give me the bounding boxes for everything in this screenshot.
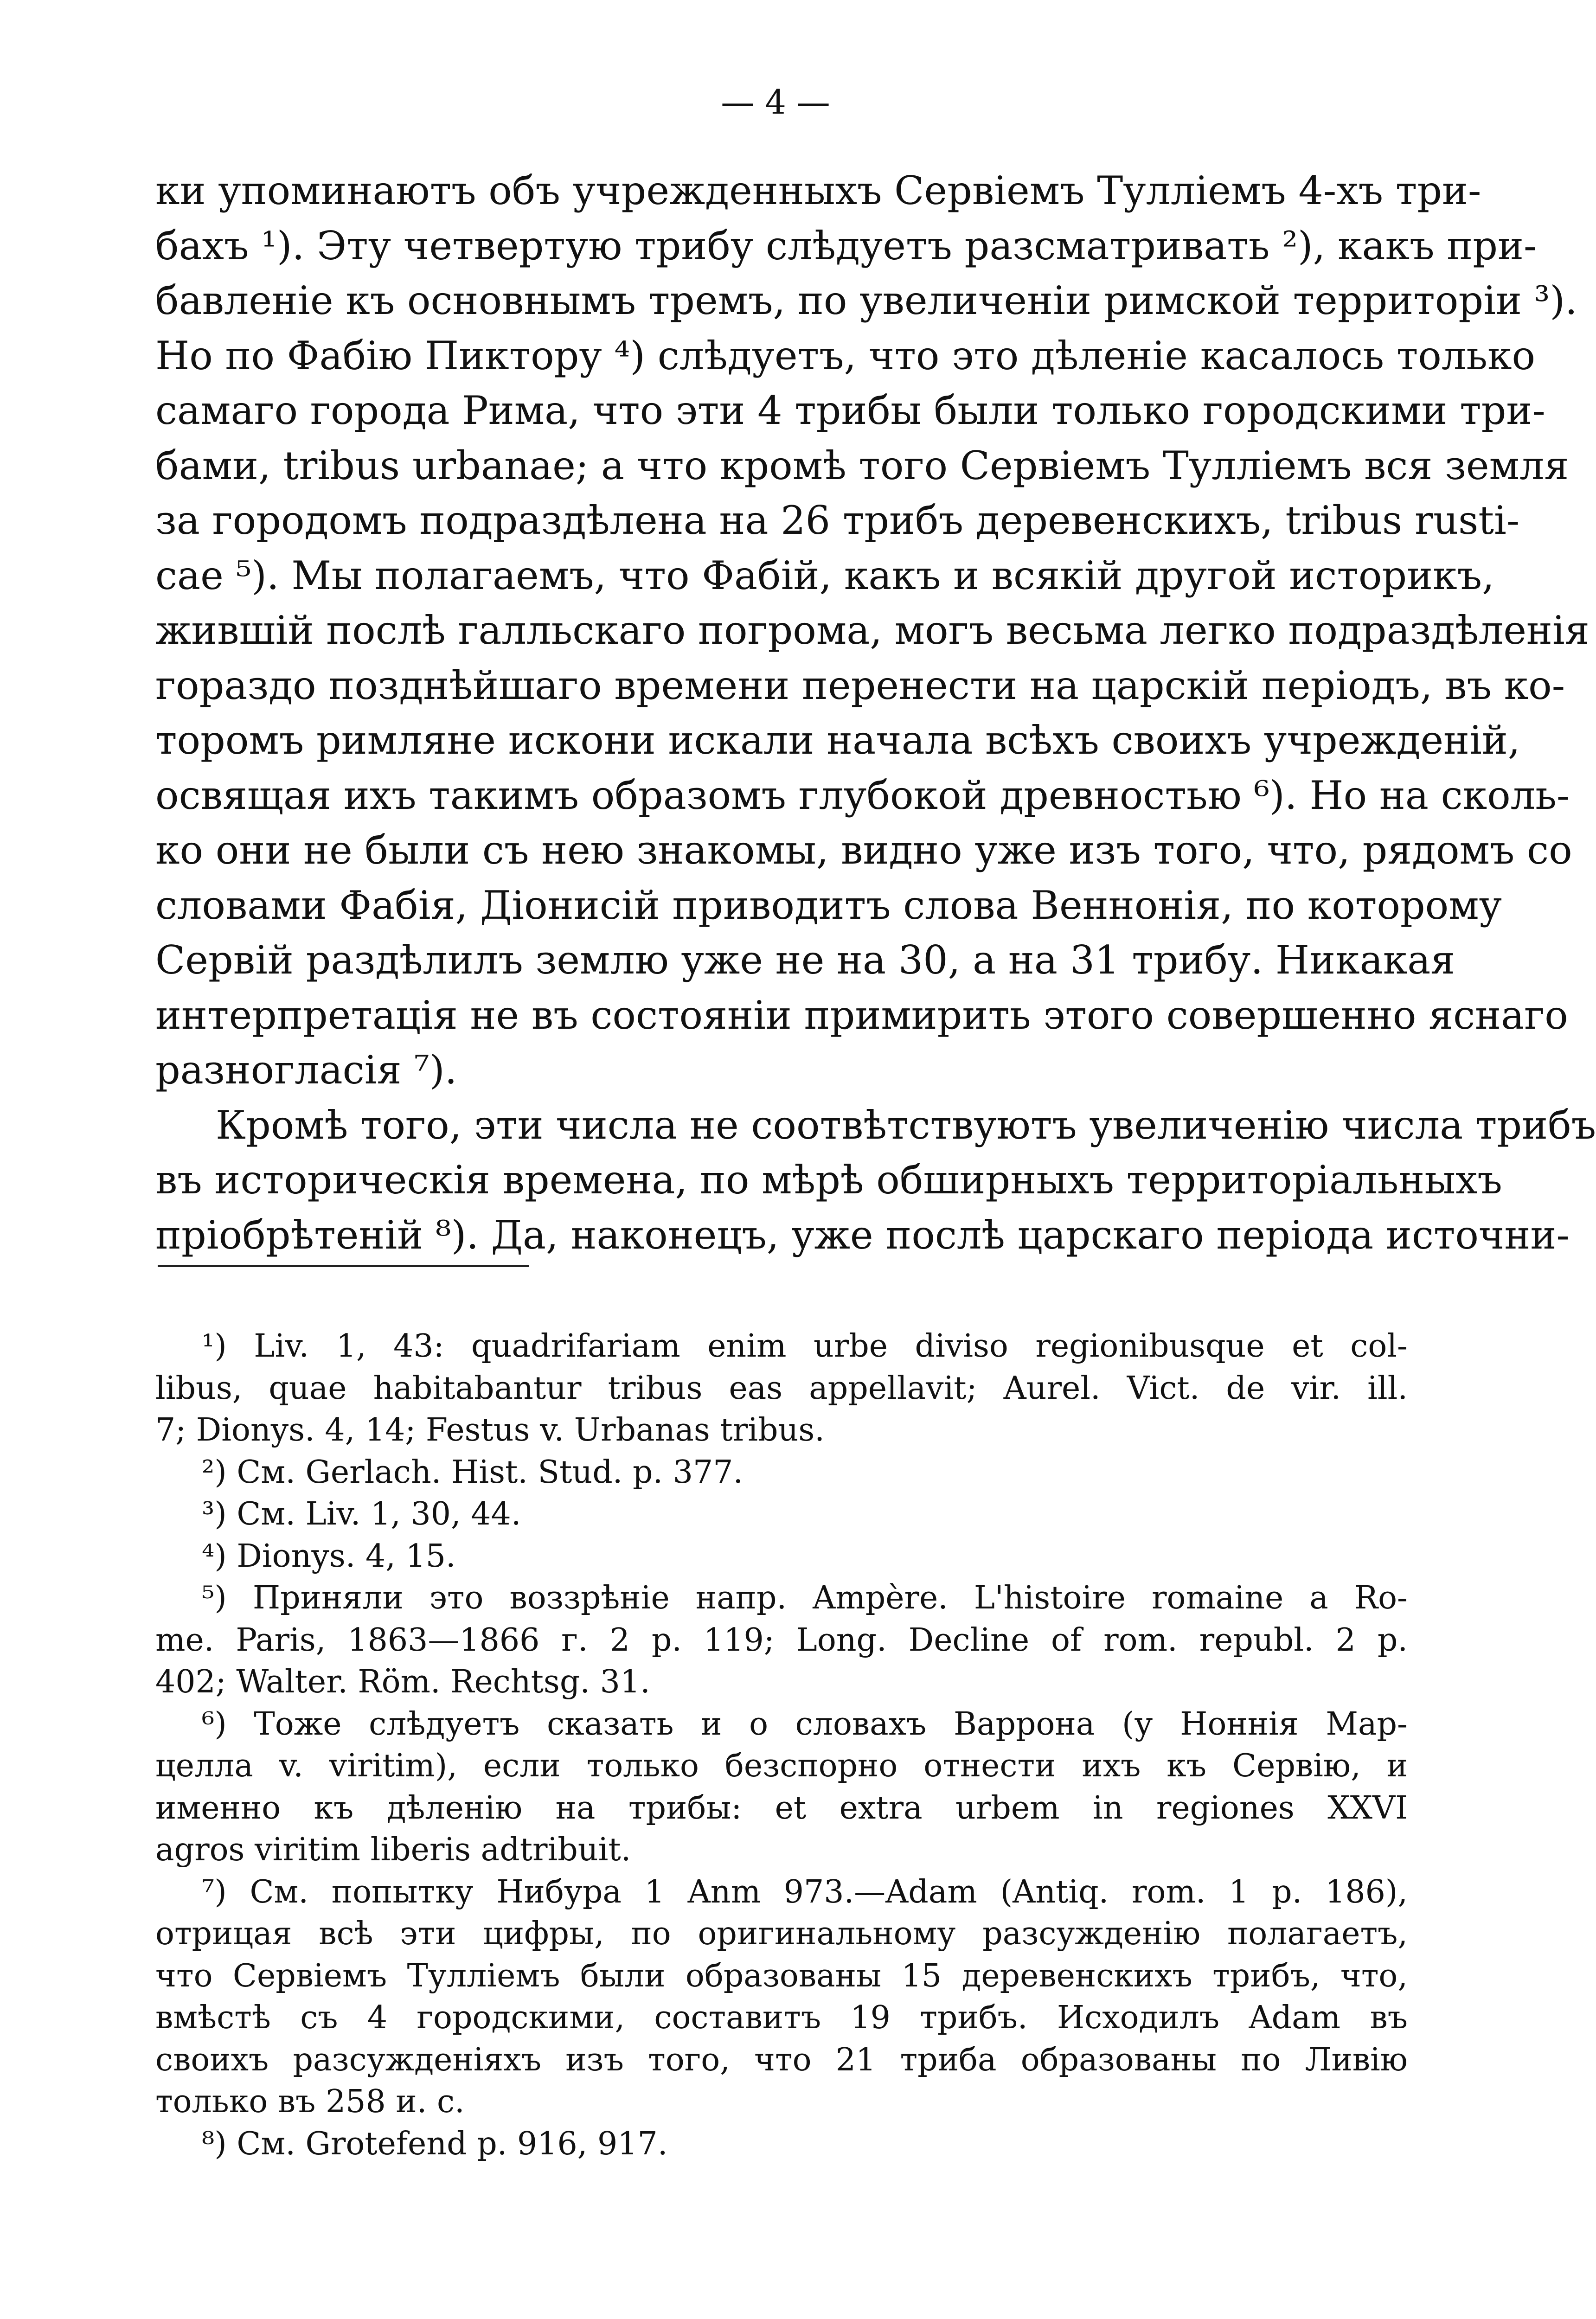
footnote-line: своихъ разсужденіяхъ изъ того, что 21 триба образованы по Ливію bbox=[155, 2041, 1408, 2078]
footnote-line: agros viritim liberis adtribuit. bbox=[155, 1832, 631, 1868]
text-line: cae ⁵). Мы полагаемъ, что Фабій, какъ и всякій другой историкъ, bbox=[155, 552, 1494, 598]
footnote-divider bbox=[158, 1265, 529, 1267]
main-text bbox=[155, 163, 1596, 1262]
footnote-line: libus, quae habitabantur tribus eas appellavit; Aurel. Vict. de vir. ill. bbox=[155, 1370, 1408, 1407]
text-line: освящая ихъ такимъ образомъ глубокой древностью ⁶). Но на сколь- bbox=[155, 772, 1570, 818]
text-line: Сервій раздѣлилъ землю уже не на 30, а на 31 трибу. Никакая bbox=[155, 937, 1455, 983]
footnotes bbox=[155, 1326, 1408, 2165]
text-line: жившій послѣ галльскаго погрома, могъ весьма легко подраздѣленія bbox=[155, 608, 1590, 653]
text-line: самаго города Рима, что эти 4 трибы были только городскими три- bbox=[155, 388, 1545, 433]
footnote-line: ³) См. Liv. 1, 30, 44. bbox=[202, 1496, 521, 1532]
text-line: словами Фабія, Діонисій приводитъ слова Веннонія, по которому bbox=[155, 882, 1502, 928]
footnote-line: только въ 258 и. с. bbox=[155, 2083, 465, 2120]
footnote-line: 402; Walter. Röm. Rechtsg. 31. bbox=[155, 1664, 650, 1700]
text-line: Кромѣ того, эти числа не соотвѣтствуютъ увеличенію числа трибъ bbox=[216, 1102, 1596, 1148]
text-line: Но по Фабію Пиктору ⁴) слѣдуетъ, что это дѣленіе касалось только bbox=[155, 333, 1536, 378]
text-line: гораздо позднѣйшаго времени перенести на царскій періодъ, въ ко- bbox=[155, 662, 1565, 708]
footnote-line: ⁶) Тоже слѣдуетъ сказать и о словахъ Варрона (у Ноннія Мар- bbox=[202, 1705, 1408, 1742]
footnote-line: ⁴) Dionys. 4, 15. bbox=[202, 1537, 456, 1575]
text-line: торомъ римляне искони искали начала всѣхъ своихъ учрежденій, bbox=[155, 717, 1520, 763]
text-line: ко они не были съ нею знакомы, видно уже изъ того, что, рядомъ со bbox=[155, 827, 1572, 873]
text-line: въ историческія времена, по мѣрѣ обширныхъ территоріальныхъ bbox=[155, 1157, 1502, 1203]
text-line: интерпретація не въ состояніи примирить этого совершенно яснаго bbox=[155, 992, 1568, 1038]
footnote-line: вмѣстѣ съ 4 городскими, составитъ 19 трибъ. Исходилъ Adam въ bbox=[155, 1999, 1408, 2036]
footnote-line: 7; Dionys. 4, 14; Festus v. Urbanas tribus. bbox=[155, 1412, 825, 1448]
text-line: за городомъ подраздѣлена на 26 трибъ деревенскихъ, tribus rusti- bbox=[155, 498, 1520, 543]
footnote-line: целла v. viritim), если только безспорно отнести ихъ къ Сервію, и bbox=[155, 1748, 1408, 1784]
text-line: бавленіе къ основнымъ тремъ, по увеличеніи римской территоріи ³). bbox=[155, 278, 1577, 323]
footnote-line: ¹) Liv. 1, 43: quadrifariam enim urbe diviso regionibusque et col- bbox=[202, 1328, 1408, 1364]
text-line: бами, tribus urbanae; а что кромѣ того Сервіемъ Тулліемъ вся земля bbox=[155, 442, 1569, 488]
footnote-line: именно къ дѣленію на трибы: et extra urbem in regiones XXVI bbox=[155, 1789, 1408, 1826]
text-line: разногласія ⁷). bbox=[155, 1047, 457, 1093]
footnote-line: что Сервіемъ Тулліемъ были образованы 15 деревенскихъ трибъ, что, bbox=[155, 1957, 1408, 1994]
footnote-line: ⁵) Приняли это воззрѣніе напр. Ampère. L'histoire romaine a Ro- bbox=[202, 1580, 1408, 1616]
footnote-line: ⁸) См. Grotefend p. 916, 917. bbox=[202, 2125, 668, 2162]
text-line: пріобрѣтеній ⁸). Да, наконецъ, уже послѣ царскаго періода источни- bbox=[155, 1212, 1570, 1258]
footnote-line: ⁷) См. попытку Нибура 1 Anm 973.—Adam (Antiq. rom. 1 p. 186), bbox=[202, 1873, 1408, 1910]
footnote-line: me. Paris, 1863—1866 г. 2 p. 119; Long. Decline of rom. republ. 2 p. bbox=[155, 1621, 1408, 1659]
text-line: ки упоминаютъ объ учрежденныхъ Сервіемъ Тулліемъ 4-хъ три- bbox=[155, 168, 1481, 213]
text-line: бахъ ¹). Эту четвертую трибу слѣдуетъ разсматривать ²), какъ при- bbox=[155, 223, 1537, 269]
footnote-line: ²) См. Gerlach. Hist. Stud. p. 377. bbox=[202, 1454, 744, 1491]
footnote-line: отрицая всѣ эти цифры, по оригинальному разсужденію полагаетъ, bbox=[155, 1915, 1408, 1952]
page-number: — 4 — bbox=[721, 83, 830, 122]
